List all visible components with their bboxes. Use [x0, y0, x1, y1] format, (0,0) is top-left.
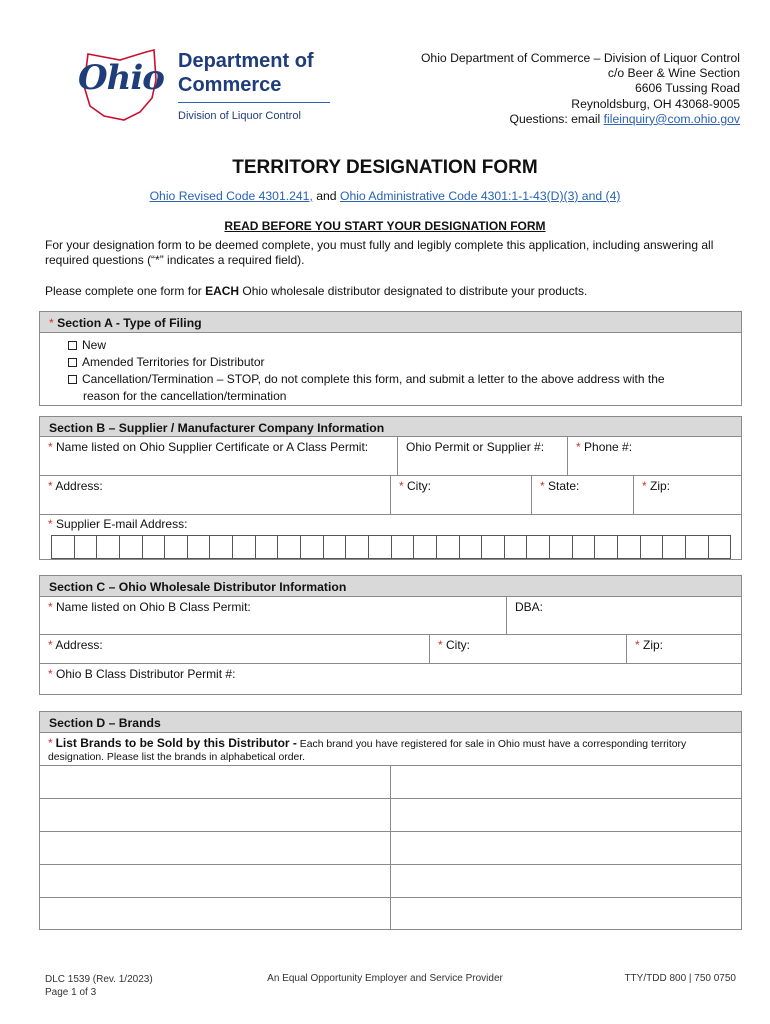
required-star: * [48, 517, 53, 531]
field-label: Address: [55, 479, 103, 493]
page-number: Page 1 of 3 [45, 987, 97, 998]
supplier-email-boxes[interactable] [51, 535, 731, 559]
dept-line2: Commerce [178, 74, 282, 96]
distributor-name-field[interactable] [40, 597, 506, 634]
required-star: * [48, 638, 53, 652]
form-title: TERRITORY DESIGNATION FORM [232, 157, 538, 178]
checkbox[interactable] [68, 358, 77, 367]
option-label: Amended Territories for Distributor [82, 355, 265, 369]
field-label: City: [446, 638, 471, 652]
supplier-name-field[interactable] [40, 437, 397, 475]
section-d [39, 711, 742, 930]
brand-cell[interactable] [391, 831, 741, 864]
field-label: State: [548, 479, 580, 493]
required-star: * [576, 440, 581, 454]
filing-option-cancellation[interactable] [40, 371, 741, 388]
address-line: c/o Beer & Wine Section [607, 66, 740, 81]
section-a-title: Section A - Type of Filing [57, 316, 202, 330]
distributor-address-field[interactable] [40, 635, 429, 663]
brand-cell[interactable] [40, 897, 391, 930]
address-line: Reynoldsburg, OH 43068-9005 [571, 96, 740, 111]
address-line: 6606 Tussing Road [634, 81, 740, 96]
supplier-address-field[interactable] [40, 476, 390, 514]
section-c [39, 575, 742, 695]
logo-divider [178, 102, 330, 103]
legal-references [0, 189, 770, 203]
field-label: DBA: [515, 600, 544, 614]
section-b-header: Section B – Supplier / Manufacturer Company Information [40, 417, 741, 437]
intro-each-text [45, 284, 587, 298]
brand-cell[interactable] [391, 765, 741, 798]
supplier-state-field[interactable] [531, 476, 633, 514]
contact-address [421, 51, 740, 127]
field-label: Ohio B Class Distributor Permit #: [56, 667, 236, 681]
required-star: * [48, 600, 53, 614]
brand-cell[interactable] [391, 864, 741, 897]
supplier-email-label [48, 517, 741, 531]
option-label: Cancellation/Termination – STOP, do not complete this form, and submit a letter to the above address with the [82, 372, 665, 386]
required-star: * [48, 667, 53, 681]
dba-field[interactable] [506, 597, 741, 634]
cancellation-continued: reason for the cancellation/termination [83, 389, 287, 403]
required-star: * [642, 479, 647, 493]
and-text: and [312, 189, 340, 203]
intro2-before: Please complete one form for [45, 284, 206, 298]
checkbox[interactable] [68, 341, 77, 350]
brands-label: List Brands to be Sold by this Distributor - [55, 736, 297, 750]
ohio-wordmark: Ohio [78, 58, 164, 98]
required-star: * [48, 736, 53, 750]
division-label: Division of Liquor Control [178, 110, 301, 122]
supplier-city-field[interactable] [390, 476, 531, 514]
checkbox[interactable] [68, 375, 77, 384]
footer-center: An Equal Opportunity Employer and Service Provider [267, 973, 503, 984]
intro-text: For your designation form to be deemed complete, you must fully and legibly complete this application, including answering all required questions (“*” indicates a required field). [45, 238, 714, 267]
brand-cell[interactable] [391, 798, 741, 831]
field-label: City: [407, 479, 432, 493]
brand-cell[interactable] [40, 864, 391, 897]
required-star: * [49, 316, 54, 330]
section-d-header: Section D – Brands [40, 712, 741, 733]
admin-code-link[interactable]: Ohio Administrative Code 4301:1-1-43(D)(3) and (4) [339, 189, 621, 203]
dept-commerce-logo [74, 46, 334, 128]
brand-cell[interactable] [391, 897, 741, 930]
required-star: * [438, 638, 443, 652]
supplier-zip-field[interactable] [633, 476, 741, 514]
address-line: Ohio Department of Commerce – Division of Liquor Control [420, 51, 740, 65]
permit-number-field[interactable] [397, 437, 567, 475]
section-c-header: Section C – Ohio Wholesale Distributor Information [40, 576, 741, 597]
dept-line1: Department of [178, 50, 314, 72]
phone-field[interactable] [567, 437, 741, 475]
brands-table [40, 765, 741, 930]
required-star: * [635, 638, 640, 652]
distributor-city-field[interactable] [429, 635, 626, 663]
form-id: DLC 1539 (Rev. 1/2023) [45, 974, 153, 985]
required-star: * [48, 440, 53, 454]
intro2-after: Ohio wholesale distributor designated to distribute your products. [239, 284, 588, 298]
required-star: * [399, 479, 404, 493]
footer-tty: TTY/TDD 800 | 750 0750 [624, 973, 736, 984]
revised-code-link[interactable]: Ohio Revised Code 4301.241, [149, 189, 313, 203]
required-star: * [48, 479, 53, 493]
email-link[interactable]: fileinquiry@com.ohio.gov [603, 111, 740, 126]
brand-cell[interactable] [40, 765, 391, 798]
questions-line [421, 112, 740, 127]
read-before-heading: READ BEFORE YOU START YOUR DESIGNATION FORM [224, 219, 546, 233]
field-label: Name listed on Ohio B Class Permit: [56, 600, 251, 614]
brands-desc: Each brand you have registered for sale in Ohio must have a corresponding territory designation. Please list the brands in alphabetical order. [48, 739, 687, 763]
field-label: Name listed on Ohio Supplier Certificate or A Class Permit: [56, 440, 369, 454]
section-b [39, 416, 742, 560]
field-label: Address: [55, 638, 103, 652]
brands-instructions [40, 733, 741, 765]
brand-cell[interactable] [40, 798, 391, 831]
required-star: * [540, 479, 545, 493]
b-class-permit-field[interactable] [40, 664, 741, 681]
section-a-header [40, 312, 741, 333]
field-label: Ohio Permit or Supplier #: [406, 440, 545, 454]
field-label: Zip: [650, 479, 671, 493]
field-label: Phone #: [584, 440, 633, 454]
option-label: New [82, 338, 107, 352]
distributor-zip-field[interactable] [626, 635, 741, 663]
brand-cell[interactable] [40, 831, 391, 864]
intro2-bold: EACH [205, 284, 240, 298]
field-label: Zip: [643, 638, 664, 652]
field-label: Supplier E-mail Address: [56, 517, 188, 531]
filing-option-new[interactable] [40, 337, 741, 354]
section-a [39, 311, 742, 406]
filing-option-amended[interactable] [40, 354, 741, 371]
questions-label: Questions: email [509, 111, 604, 126]
